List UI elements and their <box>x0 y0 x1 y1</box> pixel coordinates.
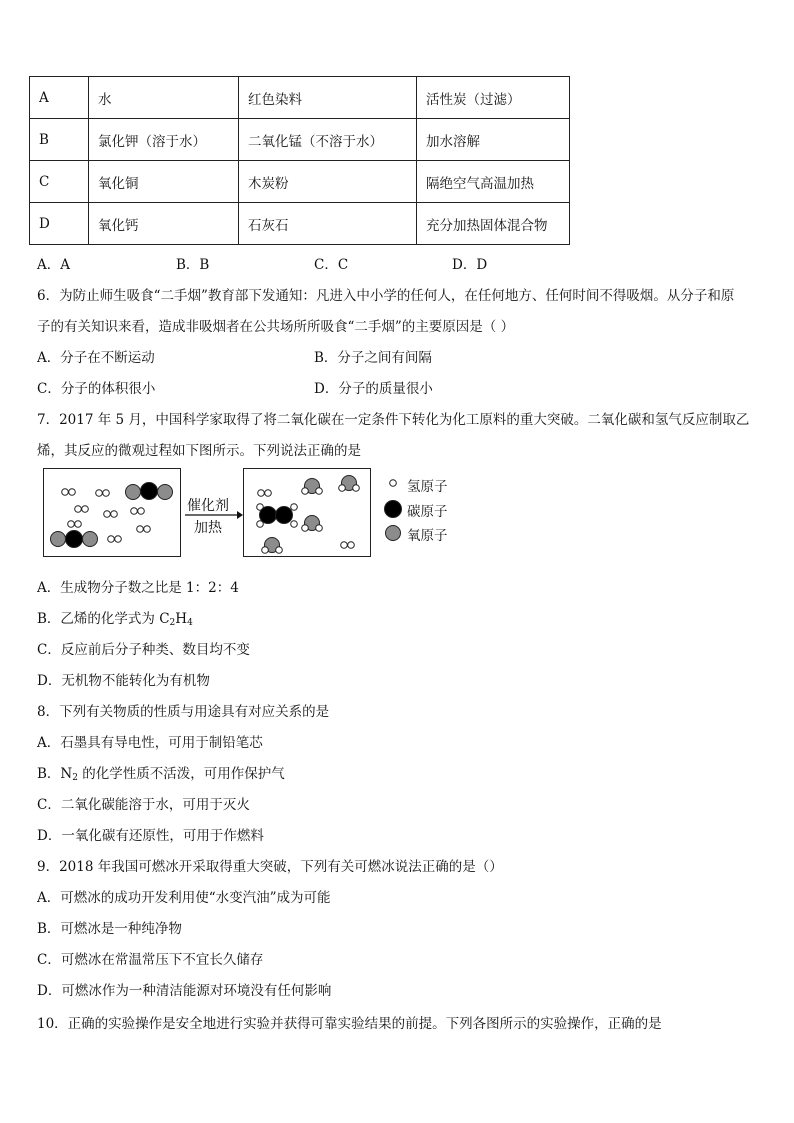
legend-carbon: 碳原子 <box>407 504 448 520</box>
table-cell: C <box>30 161 89 203</box>
q6-option-c: C．分子的体积很小 <box>37 381 156 397</box>
q9-option-a: A．可燃冰的成功开发利用使“水变汽油”成为可能 <box>37 890 331 906</box>
table-row <box>30 161 570 203</box>
water-molecule <box>302 479 323 495</box>
table-cell: 隔绝空气高温加热 <box>417 161 570 203</box>
products-box <box>243 468 371 557</box>
options-table <box>29 76 570 245</box>
table-cell: D <box>30 203 89 245</box>
table-cell: A <box>30 77 89 119</box>
legend-symbols <box>380 474 410 544</box>
table-cell: 氧化钙 <box>89 203 239 245</box>
table-cell: 加水溶解 <box>417 119 570 161</box>
table-cell: 氧化铜 <box>89 161 239 203</box>
water-molecule <box>262 538 283 554</box>
hydrogen-molecule <box>96 490 110 497</box>
products-molecules <box>244 469 370 556</box>
q6-stem-line1: 6．为防止师生吸食“二手烟”教育部下发通知：凡进入中小学的任何人，在任何地方、任何时间不得吸烟。从分子和原 <box>37 288 735 304</box>
hydrogen-molecule <box>137 526 151 533</box>
table-cell: 活性炭（过滤） <box>417 77 570 119</box>
carbon-atom-icon <box>385 501 402 518</box>
q9-option-b: B．可燃冰是一种纯净物 <box>37 921 182 937</box>
q7-stem-line2: 烯，其反应的微观过程如下图所示。下列说法正确的是 <box>37 443 361 459</box>
q8-option-d: D．一氧化碳有还原性，可用于作燃料 <box>37 828 264 844</box>
table-cell: 充分加热固体混合物 <box>417 203 570 245</box>
legend-oxygen: 氧原子 <box>407 528 448 544</box>
q6-option-d: D．分子的质量很小 <box>314 381 433 397</box>
hydrogen-molecule <box>258 490 272 497</box>
table-cell: 氯化钾（溶于水） <box>89 119 239 161</box>
q10-stem: 10．正确的实验操作是安全地进行实验并获得可靠实验结果的前提。下列各图所示的实验操作，正确的是 <box>37 1016 662 1032</box>
table-cell: 石灰石 <box>239 203 417 245</box>
hydrogen-molecule <box>75 506 89 513</box>
reactants-molecules <box>44 469 180 556</box>
reactants-box <box>43 468 181 557</box>
q9-stem: 9．2018 年我国可燃冰开采取得重大突破，下列有关可燃冰说法正确的是（） <box>37 859 503 875</box>
table-cell: 水 <box>89 77 239 119</box>
table-cell: 红色染料 <box>239 77 417 119</box>
q8-option-c: C．二氧化碳能溶于水，可用于灭火 <box>37 797 250 813</box>
q8-option-b: B．$N_2$ 的化学性质不活泼，可用作保护气 <box>37 766 285 783</box>
q9-option-d: D．可燃冰作为一种清洁能源对环境没有任何影响 <box>37 983 332 999</box>
q5-option-a: A．A <box>37 257 70 273</box>
q5-option-c: C．C <box>314 257 349 273</box>
water-molecule <box>302 516 323 532</box>
water-molecule <box>339 476 360 492</box>
q7-stem-line1: 7．2017 年 5 月，中国科学家取得了将二氧化碳在一定条件下转化为化工原料的重大突破。二氧化碳和氢气反应制取乙 <box>37 412 750 428</box>
oxygen-atom-icon <box>386 526 401 541</box>
q6-option-a: A．分子在不断运动 <box>37 350 155 366</box>
q5-option-d: D．D <box>452 257 488 273</box>
q8-option-a: A．石墨具有导电性，可用于制铅笔芯 <box>37 735 263 751</box>
q6-option-b: B．分子之间有间隔 <box>314 350 432 366</box>
table-row <box>30 203 570 245</box>
hydrogen-molecule <box>341 542 355 549</box>
hydrogen-molecule <box>68 521 82 528</box>
legend-hydrogen: 氢原子 <box>407 479 448 495</box>
q7-option-a: A．生成物分子数之比是 1：2：4 <box>37 580 239 596</box>
table-cell: B <box>30 119 89 161</box>
ethylene-molecule <box>257 504 298 528</box>
hydrogen-molecule <box>131 508 145 515</box>
hydrogen-molecule <box>108 536 122 543</box>
table-cell: 木炭粉 <box>239 161 417 203</box>
q6-stem-line2: 子的有关知识来看，造成非吸烟者在公共场所所吸食“二手烟”的主要原因是（ ） <box>37 319 515 335</box>
q7-option-d: D．无机物不能转化为有机物 <box>37 673 210 689</box>
q7-option-c: C．反应前后分子种类、数目均不变 <box>37 642 250 658</box>
hydrogen-atom-icon <box>390 480 397 487</box>
q8-stem: 8．下列有关物质的性质与用途具有对应关系的是 <box>37 704 330 720</box>
q9-option-c: C．可燃冰在常温常压下不宜长久储存 <box>37 952 264 968</box>
table-row <box>30 77 570 119</box>
carbon-dioxide-molecule <box>51 531 98 548</box>
arrow-label-heating: 加热 <box>194 520 222 536</box>
hydrogen-molecule <box>62 489 76 496</box>
q5-option-b: B．B <box>176 257 210 273</box>
arrow-label-catalyst: 催化剂 <box>187 498 229 514</box>
table-cell: 二氧化锰（不溶于水） <box>239 119 417 161</box>
table-row <box>30 119 570 161</box>
hydrogen-molecule <box>104 511 118 518</box>
carbon-dioxide-molecule <box>126 483 173 500</box>
q7-option-b: B．乙烯的化学式为 $C_2H_4$ <box>37 611 193 628</box>
